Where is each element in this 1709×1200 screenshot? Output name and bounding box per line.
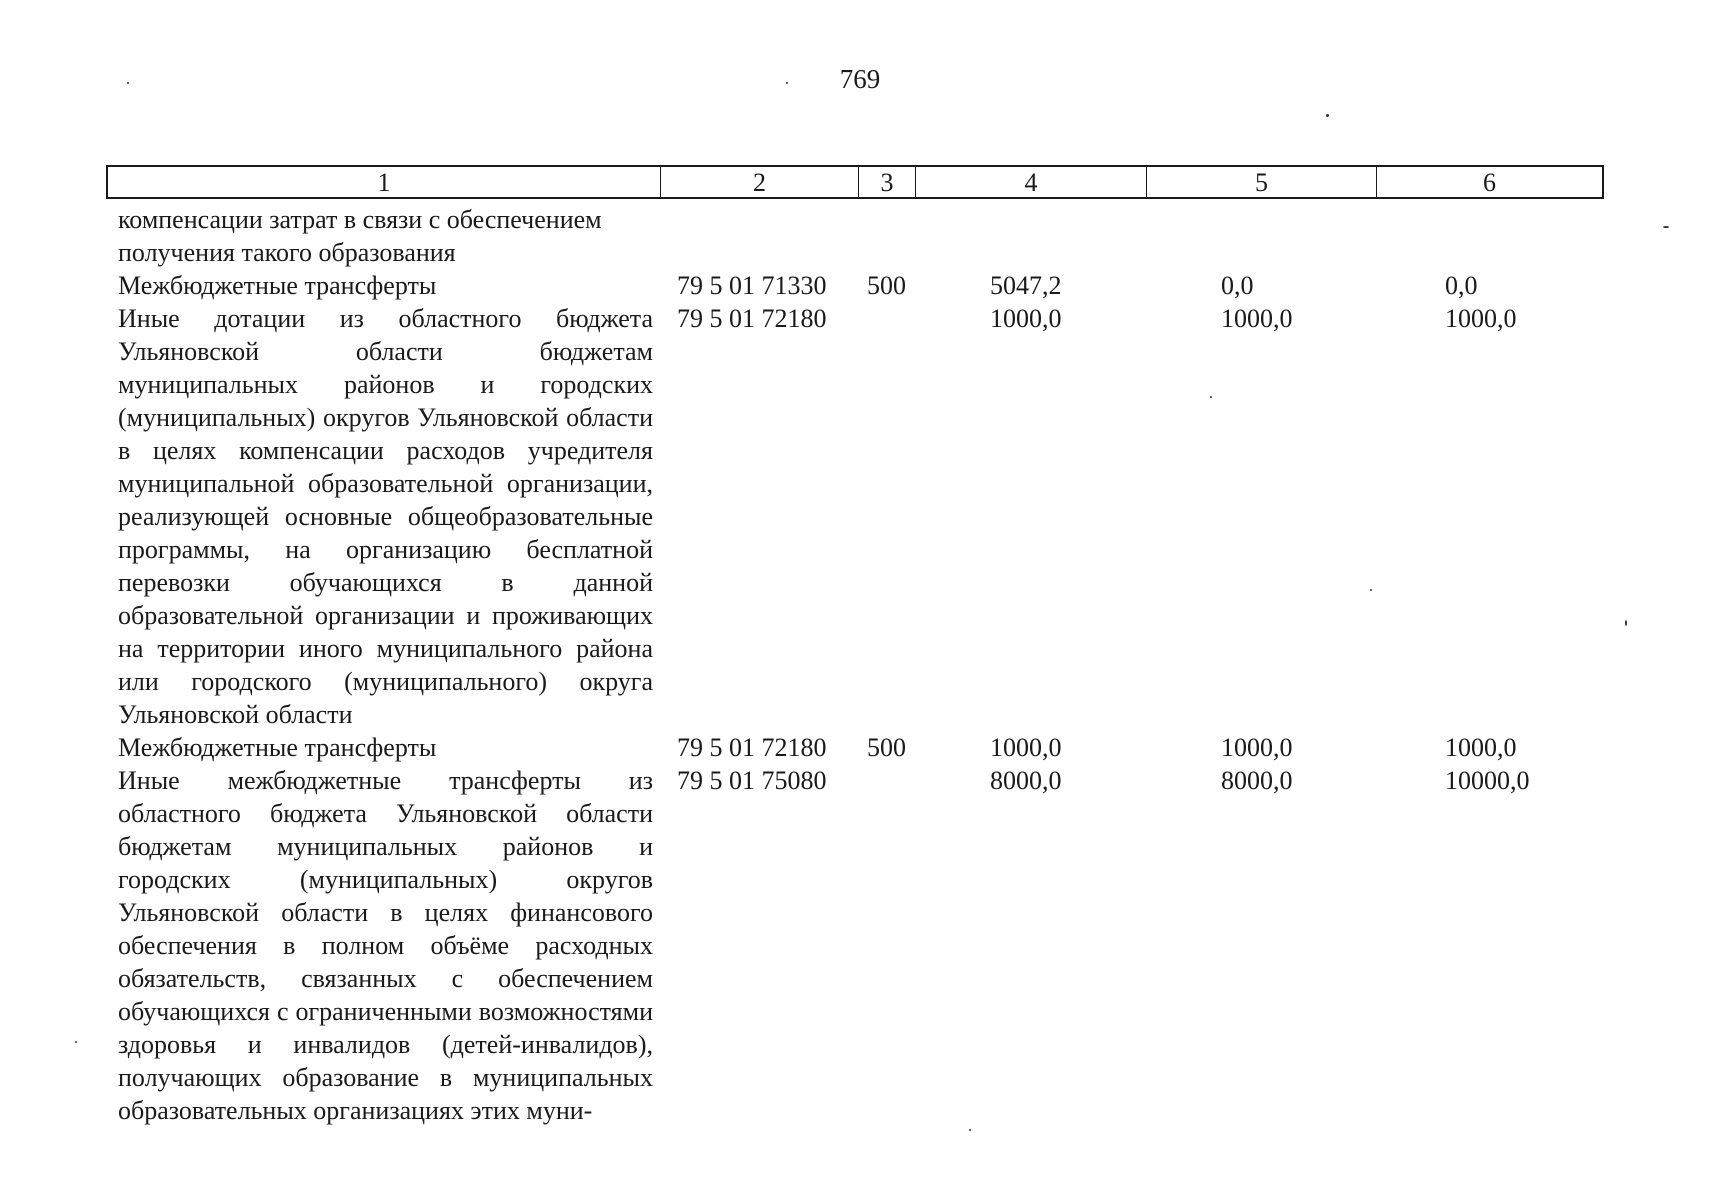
- table-row: [106, 731, 1604, 764]
- row-value-5: [1145, 203, 1375, 269]
- table-row: [106, 269, 1604, 302]
- scan-speck: [969, 1129, 971, 1131]
- scan-speck: [1326, 114, 1329, 117]
- row-code: 79 5 01 72180: [677, 304, 827, 333]
- column-header-2: 2: [661, 167, 859, 199]
- row-value-6: [1375, 203, 1600, 269]
- row-value-4: 1000,0: [990, 733, 1062, 762]
- scan-speck: [75, 1041, 77, 1043]
- row-description: компенсации затрат в связи с обеспечением получения такого образования: [118, 205, 602, 267]
- table-row: [106, 764, 1604, 1127]
- column-header-4: 4: [916, 167, 1147, 199]
- table-body: [106, 203, 1604, 1127]
- table-row: [106, 302, 1604, 731]
- row-value-6: 1000,0: [1445, 304, 1517, 333]
- row-type: [857, 203, 914, 269]
- row-value-5: 1000,0: [1221, 733, 1293, 762]
- row-type: [857, 764, 914, 1127]
- table-header: [106, 165, 1604, 199]
- row-value-6: 0,0: [1445, 271, 1478, 300]
- scan-speck: [127, 82, 129, 84]
- row-value-5: 8000,0: [1221, 766, 1293, 795]
- row-value-5: 1000,0: [1221, 304, 1293, 333]
- row-description: Межбюджетные трансферты: [118, 271, 437, 300]
- row-code: 79 5 01 75080: [677, 766, 827, 795]
- row-code: 79 5 01 71330: [677, 271, 827, 300]
- row-type: [857, 302, 914, 731]
- scan-speck: [1625, 620, 1627, 626]
- scan-speck: [1210, 396, 1212, 398]
- table-row: [106, 203, 1604, 269]
- row-type: 500: [867, 733, 906, 762]
- row-value-4: 1000,0: [990, 304, 1062, 333]
- row-description: Иные межбюджетные трансферты из областного бюджета Ульяновской области бюджетам муниципальных районов и городских (муниципальных) округов Ульяновской области в целях финансового обеспечения в полном объёме расходных обязательств, связанных с обеспечением обучающихся с ограниченными возможностями здоровья и инвалидов (детей-инвалидов), получающих образование в муниципальных образовательных организациях этих муни-: [118, 766, 653, 1125]
- column-header-1: 1: [108, 167, 661, 199]
- row-description: Иные дотации из областного бюджета Ульяновской области бюджетам муниципальных районов и городских (муниципальных) округов Ульяновской области в целях компенсации расходов учредителя муниципальной образовательной организации, реализующей основные общеобразовательные программы, на организацию бесплатной перевозки обучающихся в данной образовательной организации и проживающих на территории иного муниципального района или городского (муниципального) округа Ульяновской области: [118, 304, 653, 729]
- scan-speck: [1663, 226, 1669, 228]
- row-description: Межбюджетные трансферты: [118, 733, 437, 762]
- row-type: 500: [867, 271, 906, 300]
- row-value-6: 1000,0: [1445, 733, 1517, 762]
- scan-speck: [786, 82, 788, 84]
- column-header-6: 6: [1483, 168, 1496, 197]
- row-code: 79 5 01 72180: [677, 733, 827, 762]
- row-code: [659, 203, 857, 269]
- scan-speck: [1370, 589, 1372, 591]
- row-value-4: 5047,2: [990, 271, 1062, 300]
- row-value-4: [914, 203, 1145, 269]
- row-value-5: 0,0: [1221, 271, 1254, 300]
- row-value-6: 10000,0: [1445, 766, 1530, 795]
- row-value-4: 8000,0: [990, 766, 1062, 795]
- page-number: 769: [839, 64, 881, 94]
- column-header-5: 5: [1147, 167, 1377, 199]
- column-header-3: 3: [859, 167, 916, 199]
